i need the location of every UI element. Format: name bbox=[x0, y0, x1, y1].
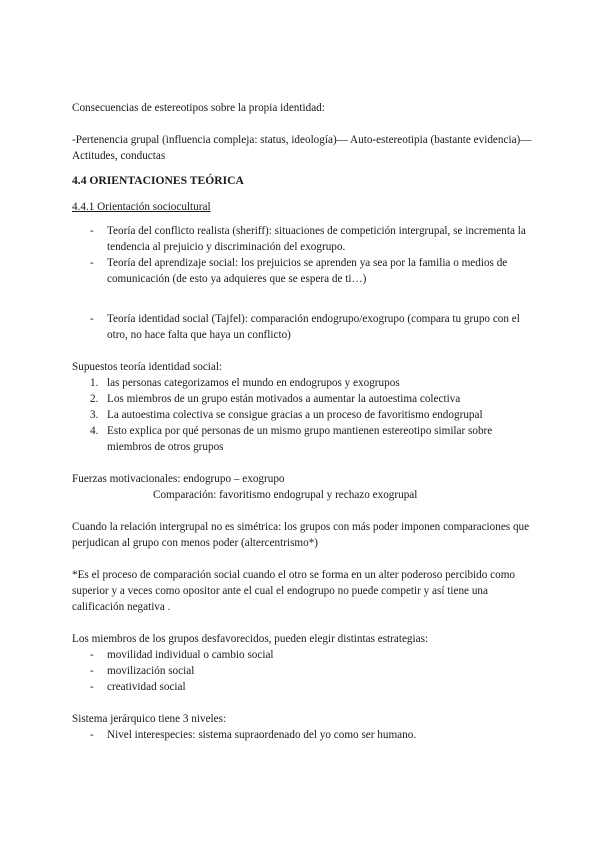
theories-list bbox=[72, 223, 534, 287]
list-item: - movilización social bbox=[72, 663, 534, 679]
document-page bbox=[72, 100, 534, 743]
forces-line-1: Fuerzas motivacionales: endogrupo – exogrupo bbox=[72, 473, 285, 485]
list-item: - Nivel interespecies: sistema supraordenado del yo como ser humano. bbox=[72, 727, 534, 743]
list-item: - Teoría del aprendizaje social: los prejuicios se aprenden ya sea por la familia o medios de comunicación (de esto ya adquieres que se espera de ti…) bbox=[72, 255, 534, 287]
strategies-list bbox=[72, 647, 534, 695]
asymmetry-paragraph: Cuando la relación intergrupal no es simétrica: los grupos con más poder imponen comparaciones que perjudican al grupo con menos poder (altercentrismo*) bbox=[72, 521, 530, 549]
list-item: 1. las personas categorizamos el mundo en endogrupos y exogrupos bbox=[90, 377, 400, 389]
list-item: 3. La autoestima colectiva se consigue gracias a un proceso de favoritismo endogrupal bbox=[90, 409, 483, 421]
intro-body: -Pertenencia grupal (influencia compleja: status, ideología)— Auto-estereotipia (bastante evidencia)— Actitudes, conductas bbox=[72, 134, 532, 162]
forces-line-2: Comparación: favoritismo endogrupal y rechazo exogrupal bbox=[153, 489, 418, 501]
list-item: - Teoría del conflicto realista (sheriff): situaciones de competición intergrupal, se incrementa la tendencia al prejuicio y discriminación del exogrupo. bbox=[72, 223, 534, 255]
list-item: 4. Esto explica por qué personas de un mismo grupo mantienen estereotipo similar sobre miembros de otros grupos bbox=[90, 425, 493, 453]
assumptions-title: Supuestos teoría identidad social: bbox=[72, 361, 223, 373]
strategies-title: Los miembros de los grupos desfavorecidos, pueden elegir distintas estrategias: bbox=[72, 633, 429, 645]
list-item: 2. Los miembros de un grupo están motivados a aumentar la autoestima colectiva bbox=[90, 393, 461, 405]
section-heading: 4.4 ORIENTACIONES TEÓRICA bbox=[72, 174, 244, 187]
footnote-paragraph: *Es el proceso de comparación social cuando el otro se forma en un alter poderoso percibido como superior y a veces como opositor ante el cual el endogrupo no puede competir y así tiene una calificación negativa . bbox=[72, 569, 515, 613]
intro-title: Consecuencias de estereotipos sobre la propia identidad: bbox=[72, 102, 325, 114]
section-subheading: 4.4.1 Orientación sociocultural bbox=[72, 201, 211, 213]
list-item: - Teoría identidad social (Tajfel): comparación endogrupo/exogrupo (compara tu grupo con el otro, no hace falta que haya un conflicto) bbox=[72, 311, 534, 343]
list-item: - creatividad social bbox=[72, 679, 534, 695]
tajfel-list bbox=[72, 311, 534, 343]
list-item: - movilidad individual o cambio social bbox=[72, 647, 534, 663]
assumptions-list bbox=[72, 375, 534, 455]
hierarchy-title: Sistema jerárquico tiene 3 niveles: bbox=[72, 713, 227, 725]
hierarchy-list bbox=[72, 727, 534, 743]
